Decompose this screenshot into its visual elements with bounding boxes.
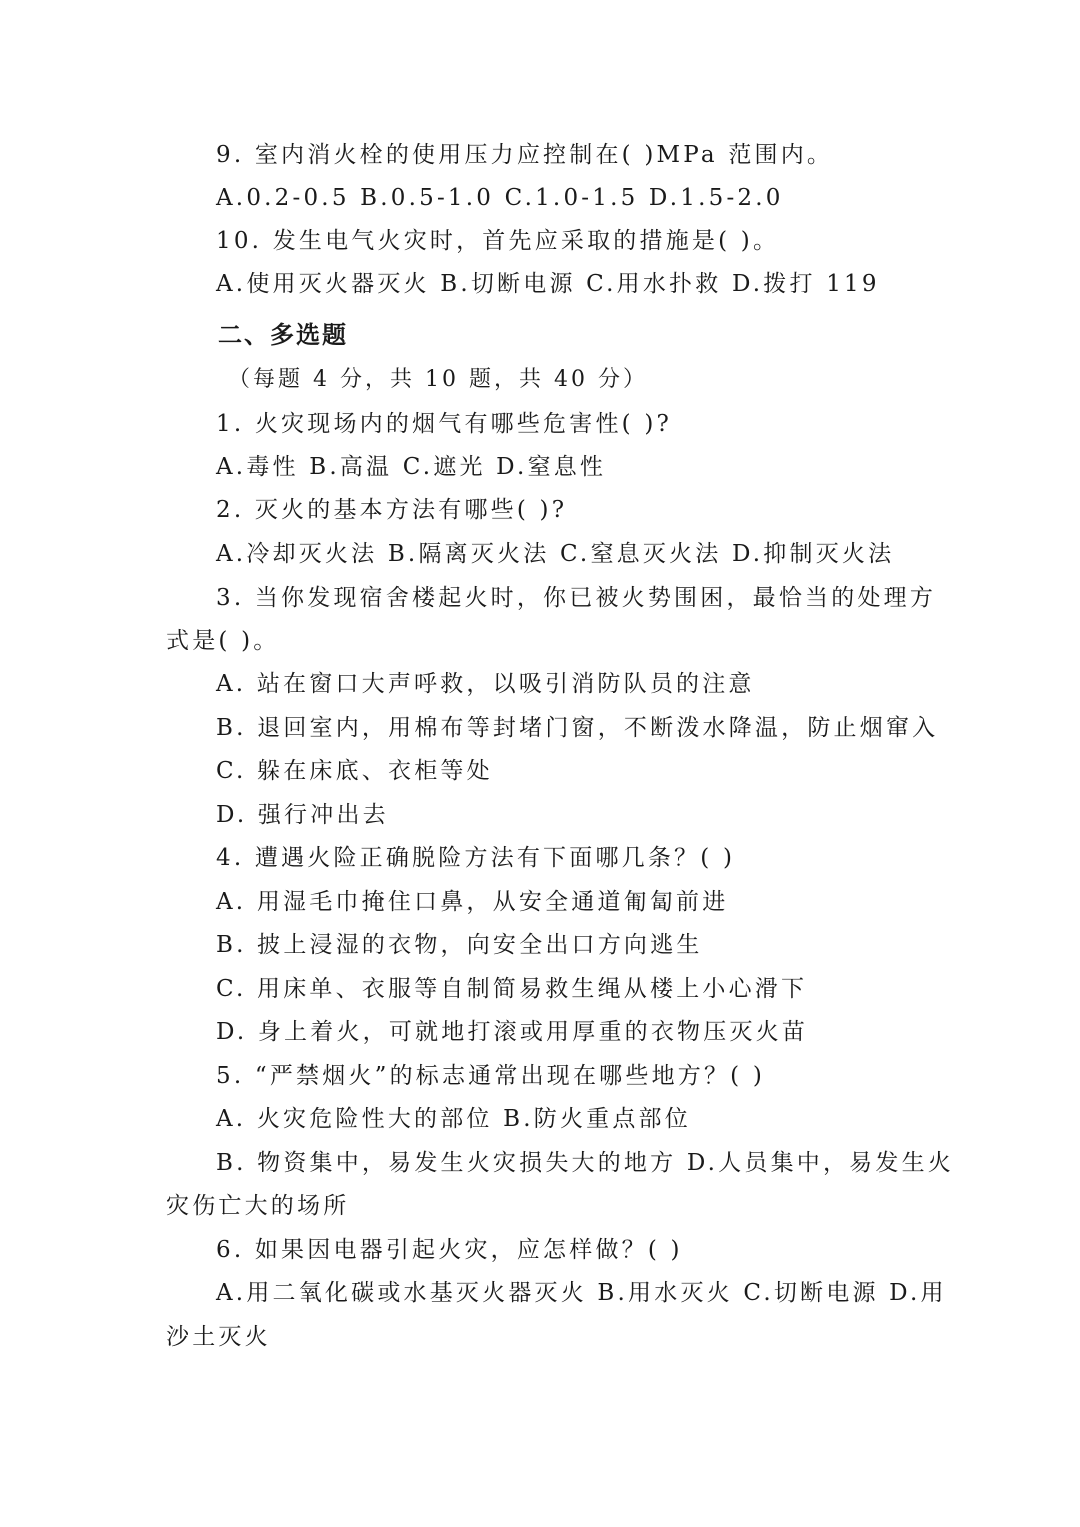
question-4-option-b: B. 披上浸湿的衣物，向安全出口方向逃生 xyxy=(216,932,703,958)
question-5-options-line-2: B. 物资集中，易发生火灾损失大的地方 D.人员集中，易发生火 xyxy=(216,1150,954,1176)
question-6: 6. 如果因电器引起火灾，应怎样做？( ) xyxy=(216,1237,683,1263)
question-4-option-c: C. 用床单、衣服等自制简易救生绳从楼上小心滑下 xyxy=(216,976,808,1002)
section-heading-multiple-choice: 二、多选题 xyxy=(218,321,348,349)
section-scoring-note: （每题 4 分，共 10 题，共 40 分） xyxy=(228,367,648,392)
question-3-option-c: C. 躲在床底、衣柜等处 xyxy=(216,758,493,784)
question-4-option-a: A. 用湿毛巾掩住口鼻，从安全通道匍匐前进 xyxy=(216,889,729,915)
question-5: 5. “严禁烟火”的标志通常出现在哪些地方？( ) xyxy=(216,1063,766,1089)
question-3-line-2: 式是( )。 xyxy=(166,628,280,654)
question-3-line-1: 3. 当你发现宿舍楼起火时，你已被火势围困，最恰当的处理方 xyxy=(216,585,937,611)
question-3-option-d: D. 强行冲出去 xyxy=(216,802,389,828)
question-4-option-d: D. 身上着火，可就地打滚或用厚重的衣物压灭火苗 xyxy=(216,1019,809,1045)
question-1: 1. 火灾现场内的烟气有哪些危害性( )? xyxy=(216,411,673,437)
question-4: 4. 遭遇火险正确脱险方法有下面哪几条？( ) xyxy=(216,845,736,871)
question-5-options-line-3: 灾伤亡大的场所 xyxy=(166,1193,350,1219)
question-6-options-line-1: A.用二氧化碳或水基灭火器灭火 B.用水灭火 C.切断电源 D.用 xyxy=(216,1280,947,1306)
question-5-options-line-1: A. 火灾危险性大的部位 B.防火重点部位 xyxy=(216,1106,691,1132)
question-1-options: A.毒性 B.高温 C.遮光 D.窒息性 xyxy=(216,454,607,480)
question-10-options: A.使用灭火器灭火 B.切断电源 C.用水扑救 D.拨打 119 xyxy=(216,271,880,297)
question-2-options: A.冷却灭火法 B.隔离灭火法 C.窒息灭火法 D.抑制灭火法 xyxy=(216,541,895,567)
question-3-option-a: A. 站在窗口大声呼救，以吸引消防队员的注意 xyxy=(216,671,755,697)
question-6-options-line-2: 沙土灭火 xyxy=(166,1324,271,1350)
question-10: 10. 发生电气火灾时，首先应采取的措施是( )。 xyxy=(216,228,780,254)
question-3-option-b: B. 退回室内，用棉布等封堵门窗，不断泼水降温，防止烟窜入 xyxy=(216,715,939,741)
question-9-options: A.0.2-0.5 B.0.5-1.0 C.1.0-1.5 D.1.5-2.0 xyxy=(216,185,784,211)
question-2: 2. 灭火的基本方法有哪些( )? xyxy=(216,497,568,523)
question-9: 9. 室内消火栓的使用压力应控制在( )MPa 范围内。 xyxy=(216,142,834,168)
